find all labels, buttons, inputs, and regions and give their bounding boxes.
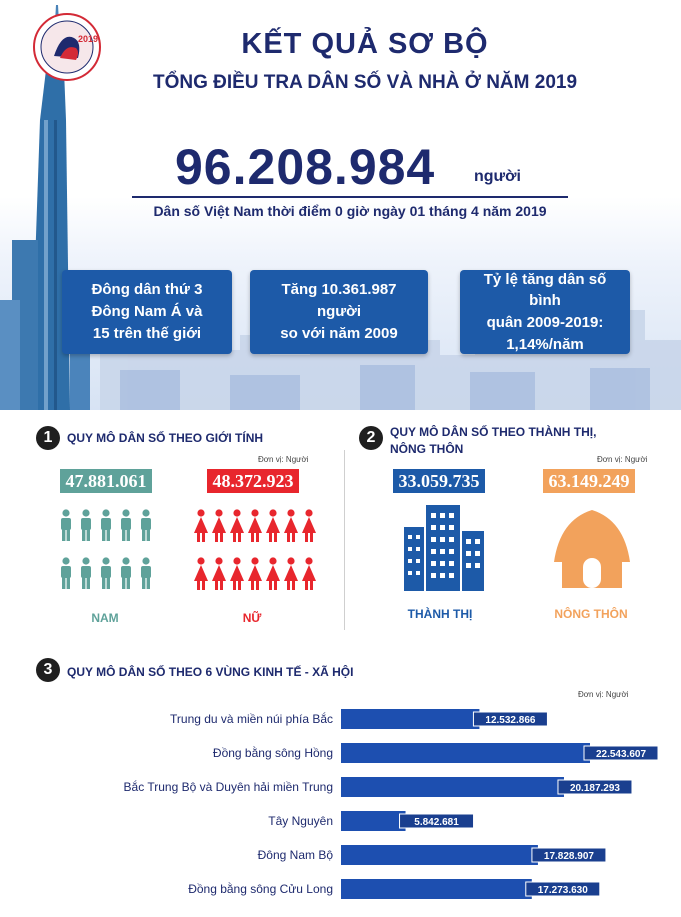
bar: [341, 811, 406, 831]
section-2-number: 2: [359, 426, 383, 450]
urban-population-value: 33.059.735: [393, 469, 485, 493]
section-3-title: QUY MÔ DÂN SỐ THEO 6 VÙNG KINH TẾ - XÃ HỘI: [67, 665, 354, 679]
total-population-value: 96.208.984: [175, 139, 436, 195]
divider-line: [132, 196, 568, 198]
bar-category-label: Đồng bằng sông Cửu Long: [188, 882, 333, 896]
fact-card-rank: [62, 270, 232, 354]
male-population-value: 47.881.061: [60, 469, 152, 493]
section-1-unit: Đơn vị: Người: [258, 455, 309, 464]
fact-card-increase: [250, 270, 428, 354]
section-3-unit: Đơn vị: Người: [578, 690, 629, 699]
rural-population-value: 63.149.249: [543, 469, 635, 493]
census-logo: [32, 12, 102, 82]
fact-card-text: Tỷ lệ tăng dân số bình quân 2009-2019: 1,14%/năm: [483, 270, 607, 353]
region-bar-chart: [0, 700, 681, 910]
bar-category-label: Trung du và miền núi phía Bắc: [170, 712, 333, 726]
bar: [341, 879, 532, 899]
section-2-title: QUY MÔ DÂN SỐ THEO THÀNH THỊ, NÔNG THÔN: [390, 425, 597, 456]
bar-value-label: 12.532.866: [485, 715, 536, 726]
female-people-icon-grid: [192, 505, 322, 597]
bar-value-label: 17.273.630: [537, 885, 588, 896]
male-label: NAM: [91, 611, 119, 625]
bar-category-label: Tây Nguyên: [268, 814, 333, 828]
female-population-value: 48.372.923: [207, 469, 299, 493]
section-divider: [344, 450, 345, 630]
urban-label: THÀNH THỊ: [407, 607, 473, 621]
bar-category-label: Bắc Trung Bộ và Duyên hải miền Trung: [123, 780, 333, 794]
page-title: KẾT QUẢ SƠ BỘ: [241, 28, 489, 60]
bar-value-label: 5.842.681: [414, 817, 459, 828]
bar: [341, 743, 590, 763]
city-buildings-icon: [404, 505, 484, 591]
section-2-unit: Đơn vị: Người: [597, 455, 648, 464]
total-population-unit: người: [474, 168, 521, 185]
bar-category-label: Đồng bằng sông Hồng: [212, 746, 333, 760]
male-people-icon-grid: [55, 505, 165, 597]
bar-value-label: 17.828.907: [543, 851, 594, 862]
female-label: NỮ: [242, 611, 262, 625]
svg-text:2019: 2019: [78, 34, 99, 44]
rural-label: NÔNG THÔN: [554, 607, 628, 621]
fact-card-text: Tăng 10.361.987 người so với năm 2009: [280, 281, 398, 342]
bar-value-label: 22.543.607: [595, 749, 647, 760]
bar: [341, 709, 479, 729]
section-1-number: 1: [36, 426, 60, 450]
section-3-number: 3: [36, 658, 60, 682]
total-population-caption: Dân số Việt Nam thời điểm 0 giờ ngày 01 tháng 4 năm 2019: [153, 203, 547, 219]
rural-hut-icon: [552, 510, 632, 588]
hero-banner: [0, 0, 681, 410]
bar: [341, 777, 564, 797]
bar-value-label: 20.187.293: [569, 783, 621, 794]
page-subtitle: TỔNG ĐIỀU TRA DÂN SỐ VÀ NHÀ Ở NĂM 2019: [152, 72, 578, 93]
fact-card-growth-rate: [460, 270, 630, 354]
bar: [341, 845, 538, 865]
fact-card-text: Đông dân thứ 3 Đông Nam Á và 15 trên thế giới: [91, 281, 203, 342]
section-1-title: QUY MÔ DÂN SỐ THEO GIỚI TÍNH: [67, 431, 264, 445]
bar-category-label: Đông Nam Bộ: [257, 848, 333, 862]
